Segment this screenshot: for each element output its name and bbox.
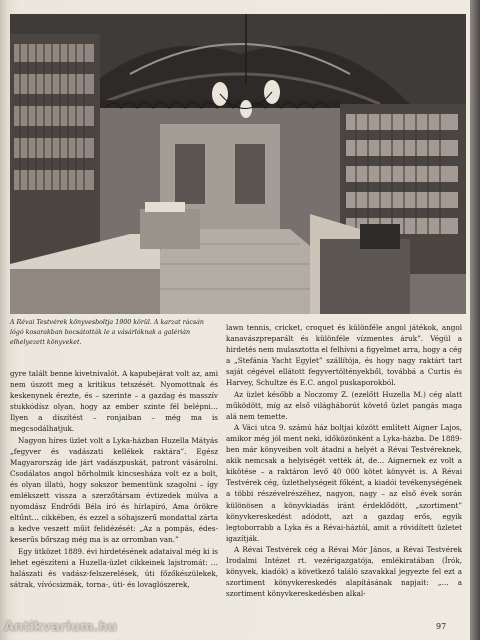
- paragraph: Nagyon híres üzlet volt a Lyka-házban Huzella Mátyás „fegyver és vadászati kellékek raktára”. Egész Magyarország ide járt vadászpuskát, patront vásárolni. Csodálatos angol bőrholmik kincsesháza volt ez a bolt, és olyan illatú, hogy sokszor bementünk szagolni – így emlékszett vissza a szerzőtársam évtizedek múlva a nyomdász Endrődi Béla író és hírlapíró, Ama örökre eltűnt… cikkében, és ezzel a sóhajszerű mondattal zárta a kedve veszett műit felidézését: „Az a pompás, édes-keserűs bőrszag még ma is az orromban van.”: [10, 435, 218, 545]
- page-number: 97: [436, 622, 447, 631]
- bookstore-interior-engraving: [10, 14, 466, 314]
- paragraph: Egy ütközet 1889. évi hirdetésének adataival még ki is lehet egészíteni a Huzella-üzlet cikkeinek lajstromát: …halászati és vadász-felszerelések, úti főzőkészülekek, sátrak, vívócsizmák, torna-, úti- és lovaglószerek,: [10, 546, 218, 589]
- paragraph: A Váci utca 9. számú ház boltjai között említett Aigner Lajos, amikor még jól ment neki, időközönként a Lyka-házba. De 1889-ben már könyveiben volt átadni a helyét a Révai Testvéreknek, akik nemcsak a helyiségét vették át, de… Aignernek ez volt a kikötése – a raktáron levő 40 000 kötet könyvét is. A Révai Testvérek cég, üzlethelységeit főként, a kiadói tevékenységének a többi részévelrészéhez, nagyon, nagy – az első évek során különösen a könyvkiadás iránt érdeklődött, „szortiment” könyvkereskedést adódott, azt a gazdag erős, egyik legtoborrabb a Lyka és a Révai-háztól, amit a rövidített üzletet igazítják.: [226, 422, 462, 543]
- right-text-column: [226, 322, 462, 622]
- paragraph: gyre talált benne kivetnivalót. A kapubejárat volt az, ami nem úszott meg a kritikus tetszését. Nyomottnak és keskenynek érezte, és – szerinte – a gazdag és masszív stukkódísz olyan, hogy az ember szinte fél belépni… Ilyen a díszítést – ronjaiban – még ma is megcsodálhatjuk.: [10, 369, 218, 434]
- paragraph: A Révai Testvérek cég a Révai Mór János, a Révai Testvérek Irodalmi Intézet rt. vezérigazgatója, emlékiratában (Írók, könyvek, kiadók) a következő találó szavakkal jegyezte fel ezt a szortiment könyvkereskedés alapításának napjait: „… a szortiment könyvkereskedésben alkal-: [226, 544, 462, 599]
- book-spine-shadow: [470, 0, 480, 640]
- image-caption: A Révai Testvérek könyvesboltja 1900 körül. A karzat rácsán lógó kosarakban bocsátották le a vásárlóknak a galérián elhelyezett könyveket.: [10, 319, 204, 346]
- left-text-column: [10, 368, 218, 630]
- watermark-logo: Antikvarium.hu: [4, 620, 117, 635]
- paragraph: Az üzlet később a Noczomy Z. (ezelőtt Huzella M.) cég alatt működött, míg az első világháborút követő üzlet pangás maga alá nem temette.: [226, 389, 462, 421]
- paragraph: lawn tennis, cricket, croquet és különféle angol játékok, angol kanavászpreparált és különféle vízmentes áruk”. Végül a hirdetés nem mulasztotta el felhívni a figyelmet arra, hogy a cég a „Stefánia Yacht Egylet” szállítója, és hogy nagy raktárt tart saját cégével ellátott fegyvertöltényekből, továbbá a Curtis és Harvey, Schultze és E.C. angol puskaporokból.: [226, 323, 462, 388]
